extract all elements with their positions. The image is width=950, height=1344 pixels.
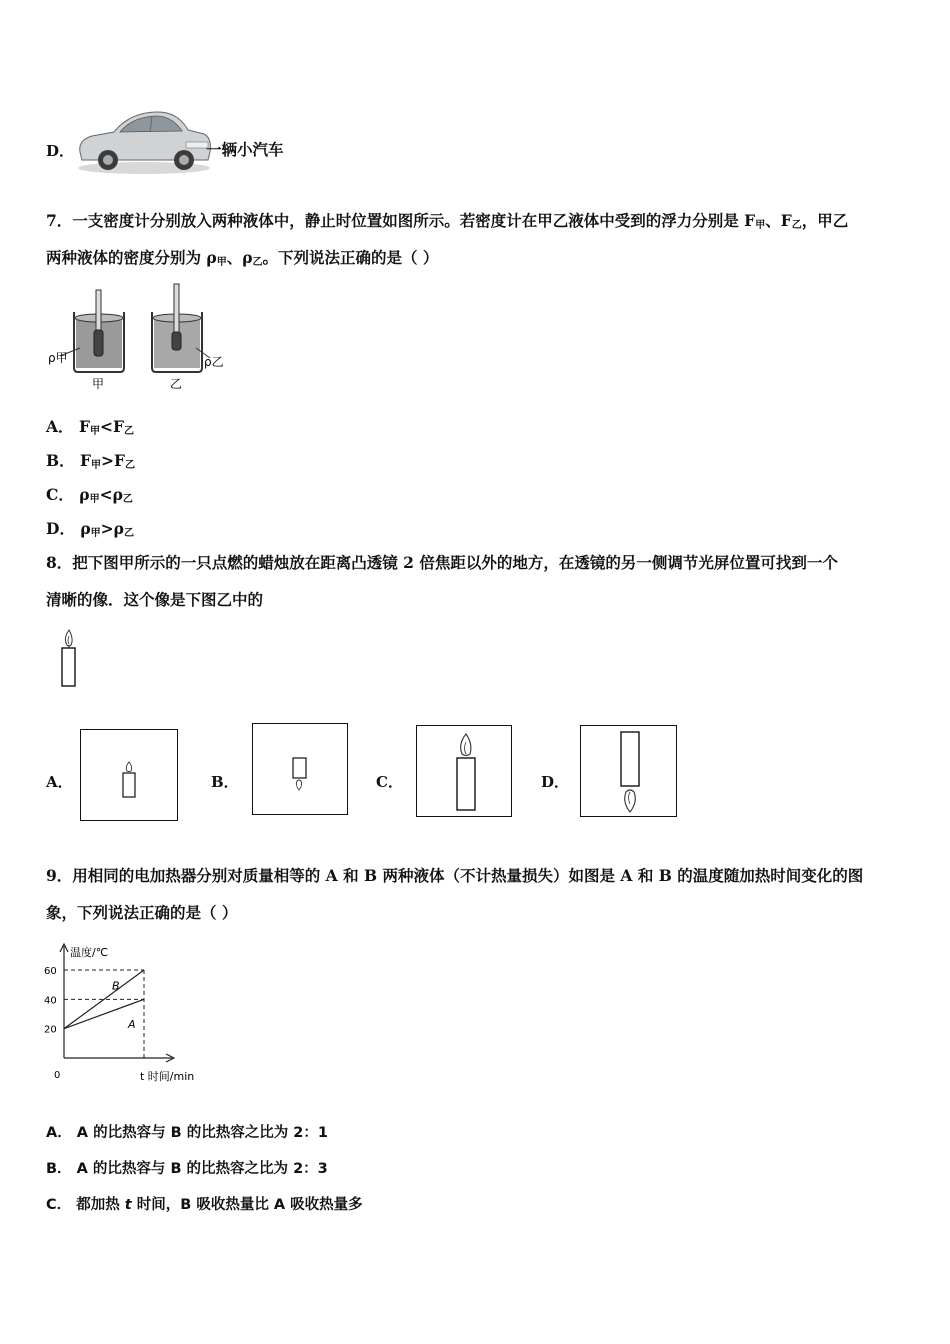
y-axis-label: 温度/℃ [70, 946, 109, 959]
large-inverted-candle [617, 730, 645, 814]
q8-option-c-image[interactable] [416, 725, 512, 817]
q8-option-b-letter[interactable]: B． [211, 773, 239, 791]
caption-yi: 乙 [170, 377, 183, 391]
y-tick-label-60: 60 [44, 966, 57, 977]
q7-option-b[interactable]: B． $F_甲>F_乙$ [46, 451, 136, 471]
q8-option-b-image[interactable] [252, 723, 348, 815]
option-letter: D． [46, 142, 75, 160]
car-image [74, 102, 214, 176]
rho-jia-label: ρ甲 [48, 351, 68, 365]
q7-option-c[interactable]: C． $\rho_甲<\rho_乙$ [46, 485, 133, 505]
q9-option-b[interactable]: B． A 的比热容与 B 的比热容之比为 2：3 [46, 1161, 328, 1177]
q9-option-a[interactable]: A． A 的比热容与 B 的比热容之比为 2：1 [46, 1125, 328, 1141]
y-tick-label-40: 40 [44, 995, 57, 1007]
q8-option-c-letter[interactable]: C． [376, 773, 403, 791]
q9-question-line2: 象，下列说法正确的是（ ） [46, 903, 238, 922]
q7-option-d[interactable]: D． $\rho_甲>\rho_乙$ [46, 519, 134, 539]
small-upright-candle [119, 760, 139, 800]
rho-yi-label: ρ乙 [204, 355, 224, 369]
origin-label: 0 [54, 1070, 61, 1081]
q8-option-a-image[interactable] [80, 729, 178, 821]
q7-question-line1: 7．一支密度计分别放入两种液体中，静止时位置如图所示。若密度计在甲乙液体中受到的浮力分别是 $F_甲$、$F_乙$，甲乙 [46, 211, 849, 231]
q8-option-d-letter[interactable]: D． [541, 773, 570, 791]
q7-hydrometer-figure [46, 282, 236, 394]
x-axis-label: t 时间/min [140, 1070, 195, 1083]
series-label-B: B [112, 979, 120, 993]
q8-option-d-image[interactable] [580, 725, 677, 817]
q8-candle-original [58, 626, 82, 690]
q8-question-line1: 8．把下图甲所示的一只点燃的蜡烛放在距离凸透镜 2 倍焦距以外的地方，在透镜的另一侧调节光屏位置可找到一个 [46, 553, 838, 572]
y-tick-label-20: 20 [44, 1024, 57, 1036]
series-label-A: A [128, 1018, 136, 1031]
q8-option-a-letter[interactable]: A． [46, 773, 73, 791]
large-upright-candle [453, 732, 479, 814]
q6-option-d [46, 100, 346, 180]
q9-question-line1: 9．用相同的电加热器分别对质量相等的 A 和 B 两种液体（不计热量损失）如图是 A 和 B 的温度随加热时间变化的图 [46, 866, 864, 885]
q9-option-c[interactable]: C． 都加热 t 时间，B 吸收热量比 A 吸收热量多 [46, 1197, 363, 1213]
small-inverted-candle [289, 752, 311, 792]
caption-jia: 甲 [92, 377, 105, 391]
q7-question-line2: 两种液体的密度分别为 $\rho_甲$、$\rho_乙$。下列说法正确的是（ ） [46, 248, 439, 268]
option-text: 一辆小汽车 [206, 140, 284, 159]
q7-option-a[interactable]: A． $F_甲<F_乙$ [46, 417, 134, 437]
q8-question-line2: 清晰的像．这个像是下图乙中的 [46, 590, 264, 609]
q9-temperature-chart [40, 940, 230, 1090]
